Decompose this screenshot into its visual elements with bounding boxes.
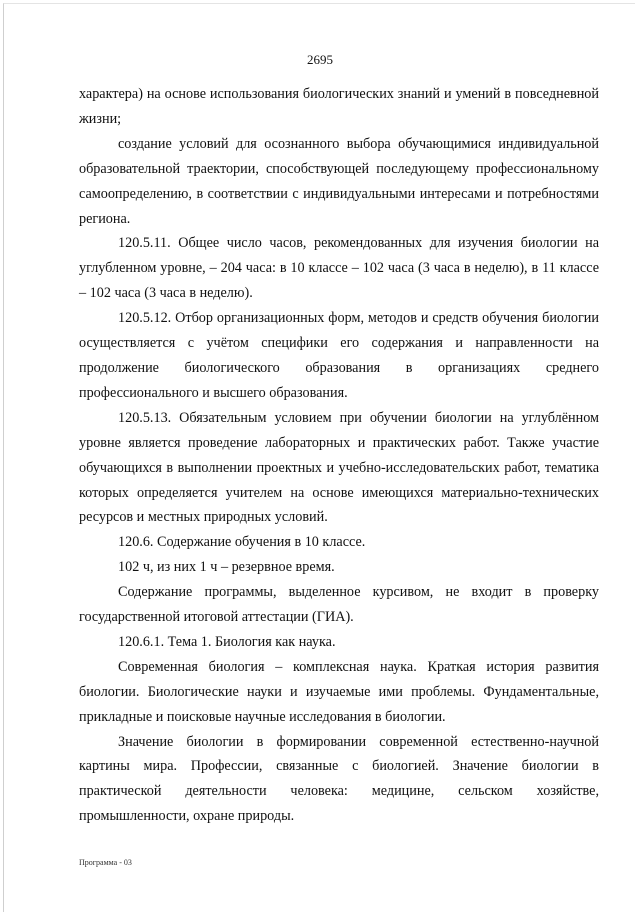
- paragraph-11: Значение биологии в формировании современной естественно-научной картины мира. Профессии, связанные с биологией. Значение биологии в практической деятельности человека: медицине, сельском хозяйстве, промышленности, охране природы.: [79, 733, 599, 825]
- footer-note: Программа - 03: [79, 858, 132, 867]
- paragraph-7: 102 ч, из них 1 ч – резервное время.: [118, 559, 335, 576]
- paragraph-2: создание условий для осознанного выбора обучающимися индивидуальной образовательной траектории, способствующей последующему профессиональному самоопределению, в соответствии с индивидуальными интересами и потребностями региона.: [79, 135, 599, 227]
- paragraph-6: 120.6. Содержание обучения в 10 классе.: [118, 534, 366, 551]
- paragraph-10: Современная биология – комплексная наука. Краткая история развития биологии. Биологические науки и изучаемые ими проблемы. Фундаментальные, прикладные и поисковые научные исследования в биологии.: [79, 658, 599, 725]
- paragraph-4: 120.5.12. Отбор организационных форм, методов и средств обучения биологии осуществляется с учётом специфики его содержания и направленности на продолжение биологического образования в организациях среднего профессионального и высшего образования.: [79, 310, 599, 401]
- page-number: 2695: [307, 52, 333, 67]
- paragraph-9: 120.6.1. Тема 1. Биология как наука.: [118, 633, 336, 650]
- document-body: [79, 82, 599, 829]
- paragraph-1: характера) на основе использования биологических знаний и умений в повседневной жизни;: [79, 86, 599, 127]
- paragraph-5: 120.5.13. Обязательным условием при обучении биологии на углублённом уровне является проведение лабораторных и практических работ. Также участие обучающихся в выполнении проектных и учебно-исследовательских работ, тематика которых определяется учителем на основе имеющихся материально-технических ресурсов и местных природных условий.: [79, 409, 599, 526]
- paragraph-8: Содержание программы, выделенное курсивом, не входит в проверку государственной итоговой аттестации (ГИА).: [79, 584, 599, 626]
- paragraph-3: 120.5.11. Общее число часов, рекомендованных для изучения биологии на углубленном уровне, – 204 часа: в 10 классе – 102 часа (3 часа в неделю), в 11 классе – 102 часа (3 часа в неделю).: [79, 235, 599, 302]
